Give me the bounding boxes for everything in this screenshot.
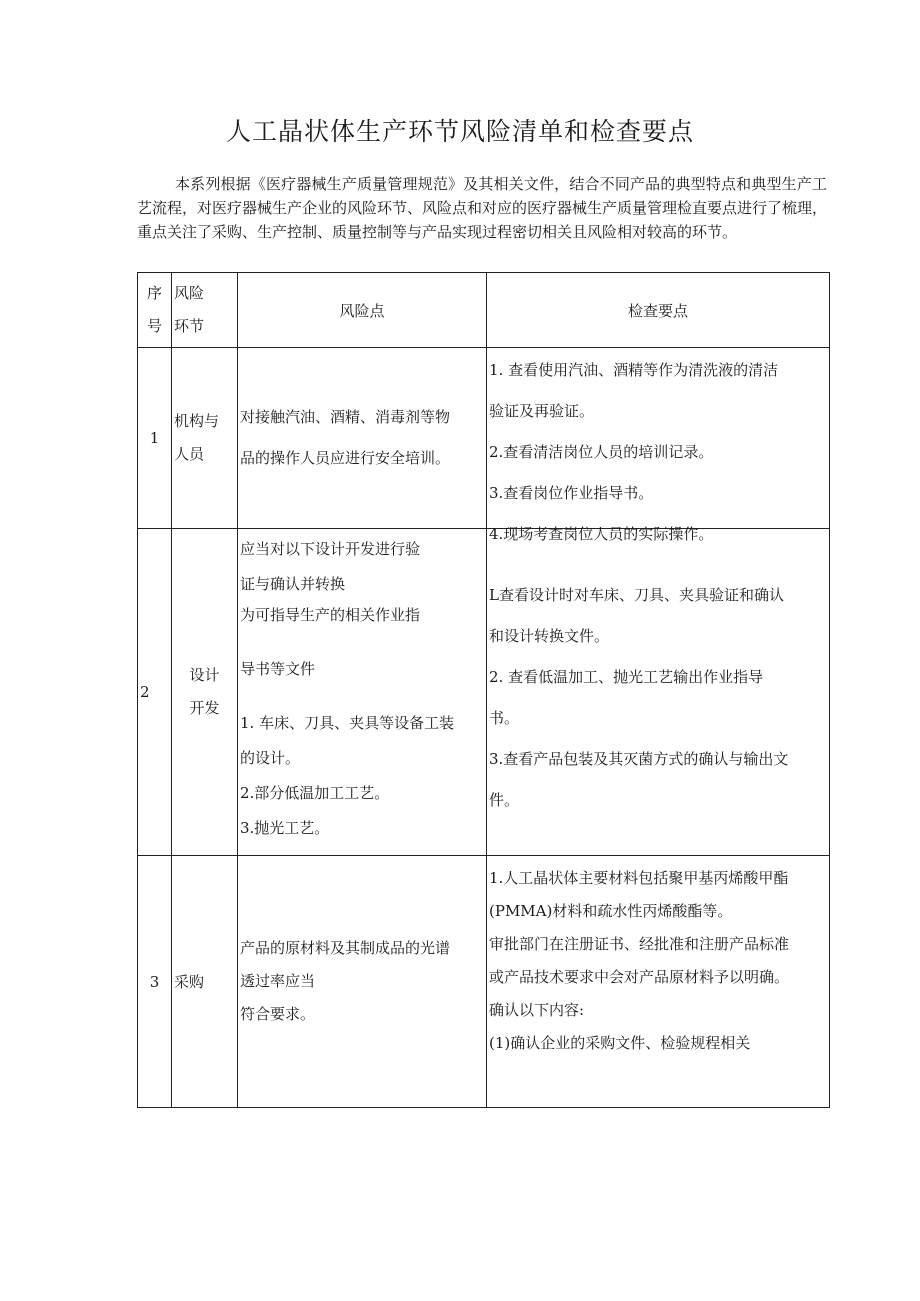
table-row <box>138 856 830 1108</box>
table-row <box>138 529 830 856</box>
row-stage: 机构与 人员 <box>172 348 238 529</box>
table-header-row <box>138 273 830 348</box>
header-risk: 风险点 <box>238 273 487 348</box>
row-check: 1. 查看使用汽油、酒精等作为清洗液的清洁 验证及再验证。 2.查看清洁岗位人员的培训记录。 3.查看岗位作业指导书。 4.现场考查岗位人员的实际操作。 <box>487 348 830 529</box>
row-no: 1 <box>138 348 172 529</box>
header-no: 序 号 <box>138 273 172 348</box>
row-check: 1.人工晶状体主要材料包括聚甲基丙烯酸甲酯 (PMMA)材料和疏水性丙烯酸酯等。 审批部门在注册证书、经批准和注册产品标准 或产品技术要求中会对产品原材料予以明确。 确认以下内容: (1)确认企业的采购文件、检验规程相关 <box>487 856 830 1108</box>
row-stage: 设计 开发 <box>172 529 238 856</box>
row-risk: 产品的原材料及其制成品的光谱 透过率应当 符合要求。 <box>238 856 487 1108</box>
document-title: 人工晶状体生产环节风险清单和检查要点 <box>225 117 694 146</box>
row-no: 2 <box>138 529 172 856</box>
row-no: 3 <box>138 856 172 1108</box>
row-risk: 应当对以下设计开发进行验 证与确认并转换 为可指导生产的相关作业指 导书等文件 1. 车床、刀具、夹具等设备工装 的设计。 2.部分低温加工工艺。 3.抛光工艺。 <box>238 529 487 856</box>
risk-checklist-table <box>137 272 830 1108</box>
row-check: L查看设计时对车床、刀具、夹具验证和确认 和设计转换文件。 2. 查看低温加工、抛光工艺输出作业指导 书。 3.查看产品包装及其灭菌方式的确认与输出文 件。 <box>487 529 830 856</box>
table-row <box>138 348 830 529</box>
header-check: 检查要点 <box>487 273 830 348</box>
row-stage: 采购 <box>172 856 238 1108</box>
header-stage: 风险 环节 <box>172 273 238 348</box>
intro-paragraph: 本系列根据《医疗器械生产质量管理规范》及其相关文件，结合不同产品的典型特点和典型生产工艺流程，对医疗器械生产企业的风险环节、风险点和对应的医疗器械生产质量管理检直要点进行了梳理，重点关注了采购、生产控制、质量控制等与产品实现过程密切相关且风险相对较高的环节。 <box>137 175 828 241</box>
row-risk: 对接触汽油、酒精、消毒剂等物 品的操作人员应进行安全培训。 <box>238 348 487 529</box>
